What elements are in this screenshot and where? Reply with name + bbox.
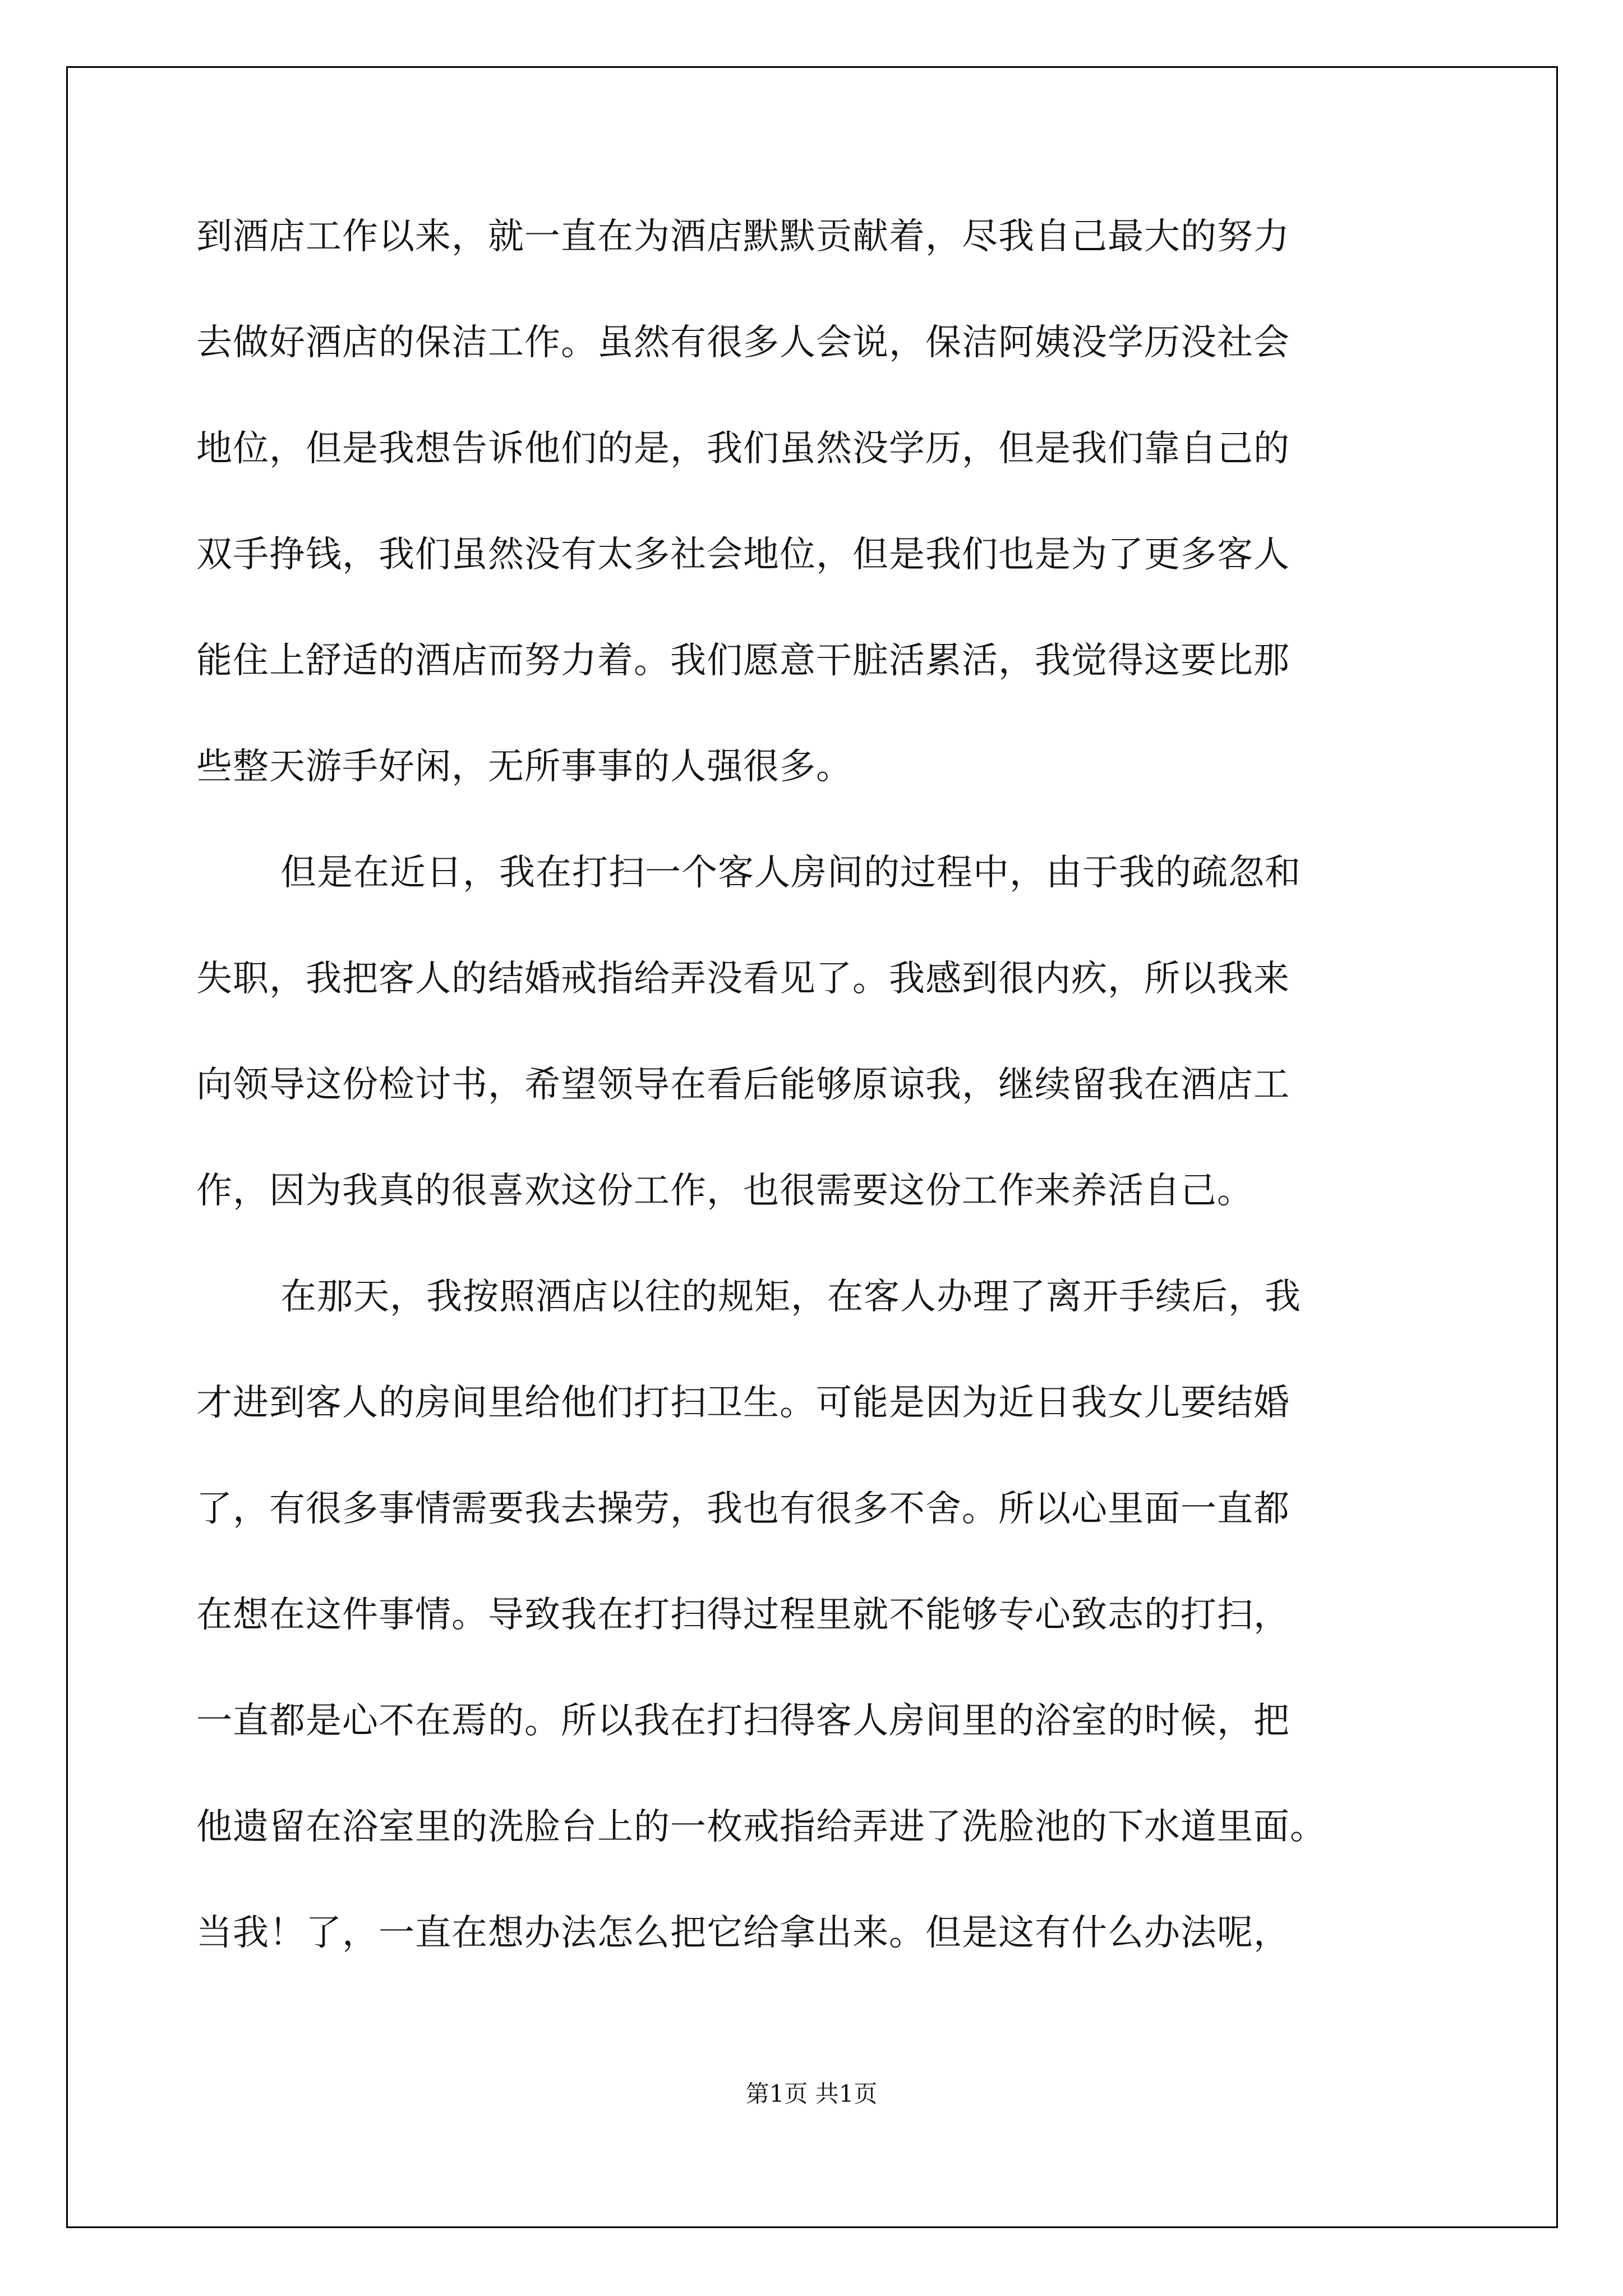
text-line: 在那天，我按照酒店以往的规矩，在客人办理了离开手续后，我 xyxy=(280,1276,1301,1318)
text-line: 了，有很多事情需要我去操劳，我也有很多不舍。所以心里面一直都 xyxy=(196,1488,1290,1530)
text-line: 地位，但是我想告诉他们的是，我们虽然没学历，但是我们靠自己的 xyxy=(196,428,1290,470)
document-body xyxy=(196,216,1430,2021)
text-line: 当我！了，一直在想办法怎么把它给拿出来。但是这有什么办法呢， xyxy=(196,1912,1290,1954)
text-line: 一直都是心不在焉的。所以我在打扫得客人房间里的浴室的时候，把 xyxy=(196,1700,1290,1742)
text-line: 到酒店工作以来，就一直在为酒店默默贡献着，尽我自己最大的努力 xyxy=(196,216,1290,257)
text-line: 双手挣钱，我们虽然没有太多社会地位，但是我们也是为了更多客人 xyxy=(196,534,1290,576)
text-line: 些整天游手好闲，无所事事的人强很多。 xyxy=(196,746,852,788)
text-line: 能住上舒适的酒店而努力着。我们愿意干脏活累活，我觉得这要比那 xyxy=(196,640,1290,682)
text-line: 向领导这份检讨书，希望领导在看后能够原谅我，继续留我在酒店工 xyxy=(196,1064,1290,1106)
page-footer: 第1页 共1页 xyxy=(745,2080,878,2108)
text-line: 但是在近日，我在打扫一个客人房间的过程中，由于我的疏忽和 xyxy=(280,852,1301,894)
text-line: 作，因为我真的很喜欢这份工作，也很需要这份工作来养活自己。 xyxy=(196,1170,1253,1212)
text-line: 去做好酒店的保洁工作。虽然有很多人会说，保洁阿姨没学历没社会 xyxy=(196,322,1290,364)
text-line: 才进到客人的房间里给他们打扫卫生。可能是因为近日我女儿要结婚 xyxy=(196,1382,1290,1424)
text-line: 在想在这件事情。导致我在打扫得过程里就不能够专心致志的打扫， xyxy=(196,1594,1290,1636)
text-line: 他遗留在浴室里的洗脸台上的一枚戒指给弄进了洗脸池的下水道里面。 xyxy=(196,1806,1326,1848)
text-line: 失职，我把客人的结婚戒指给弄没看见了。我感到很内疚，所以我来 xyxy=(196,958,1290,1000)
